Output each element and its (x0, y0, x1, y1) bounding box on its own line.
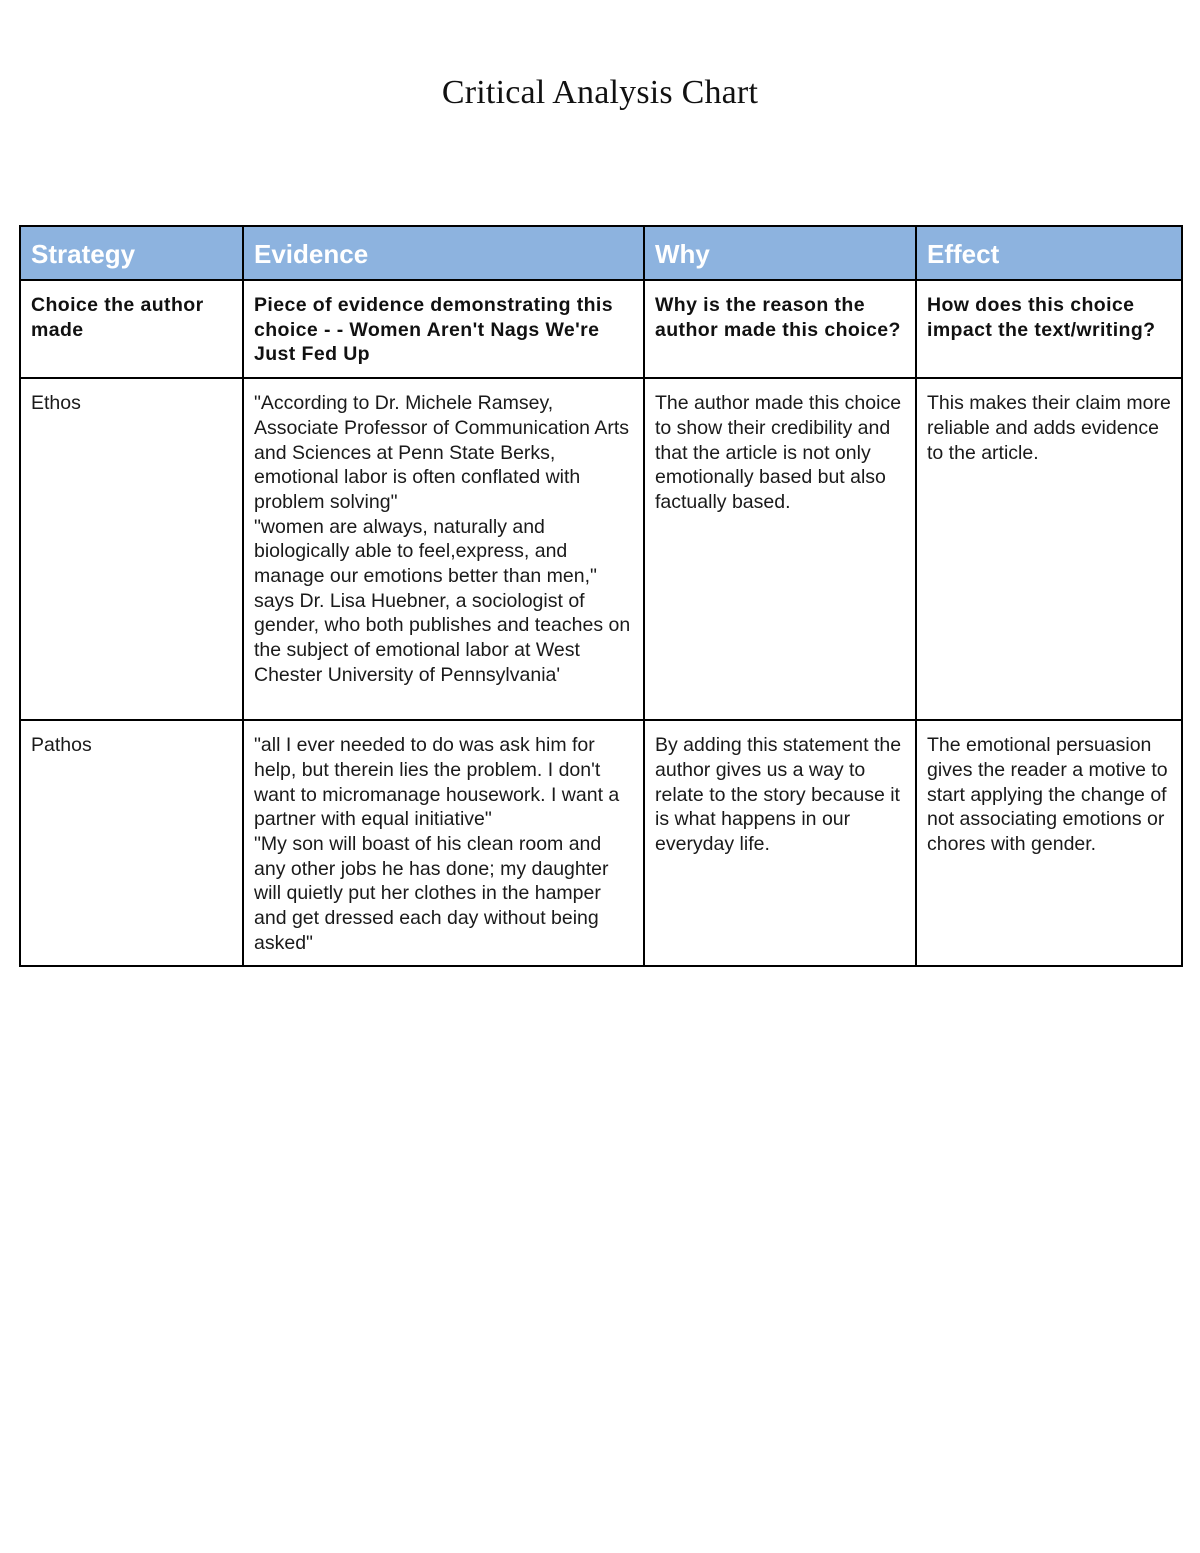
subheader-strategy: Choice the author made (20, 280, 243, 378)
why-cell: The author made this choice to show their credibility and that the article is not only emotionally based but also factually based. (644, 378, 916, 720)
table-subheader-row (20, 280, 1182, 378)
subheader-effect: How does this choice impact the text/writing? (916, 280, 1182, 378)
evidence-quote: "According to Dr. Michele Ramsey, Associate Professor of Communication Arts and Sciences at Penn State Berks, emotional labor is often conflated with problem solving" (254, 392, 635, 513)
header-why: Why (644, 226, 916, 280)
critical-analysis-table (19, 225, 1183, 967)
evidence-quote: "all I ever needed to do was ask him for help, but therein lies the problem. I don't want to micromanage housework. I want a partner with equal initiative" (254, 734, 625, 831)
evidence-cell (243, 378, 644, 720)
subheader-evidence: Piece of evidence demonstrating this choice - - Women Aren't Nags We're Just Fed Up (243, 280, 644, 378)
effect-cell: The emotional persuasion gives the reader a motive to start applying the change of not associating emotions or chores with gender. (916, 720, 1182, 966)
table-row (20, 720, 1182, 966)
effect-cell: This makes their claim more reliable and adds evidence to the article. (916, 378, 1182, 720)
evidence-quote: "My son will boast of his clean room and any other jobs he has done; my daughter will quietly put her clothes in the hamper and get dressed each day without being asked" (254, 832, 614, 954)
evidence-cell (243, 720, 644, 966)
table-row (20, 378, 1182, 720)
strategy-cell: Ethos (20, 378, 243, 720)
subheader-why: Why is the reason the author made this choice? (644, 280, 916, 378)
page-title: Critical Analysis Chart (441, 74, 759, 111)
header-strategy: Strategy (20, 226, 243, 280)
header-evidence: Evidence (243, 226, 644, 280)
table-header-row (20, 226, 1182, 280)
evidence-quote: "women are always, naturally and biologically able to feel,express, and manage our emotions better than men," says Dr. Lisa Huebner, a sociologist of gender, who both publishes and teaches on the subject of emotional labor at West Chester University of Pennsylvania' (254, 515, 636, 686)
why-cell: By adding this statement the author gives us a way to relate to the story because it is what happens in our everyday life. (644, 720, 916, 966)
strategy-cell: Pathos (20, 720, 243, 966)
header-effect: Effect (916, 226, 1182, 280)
